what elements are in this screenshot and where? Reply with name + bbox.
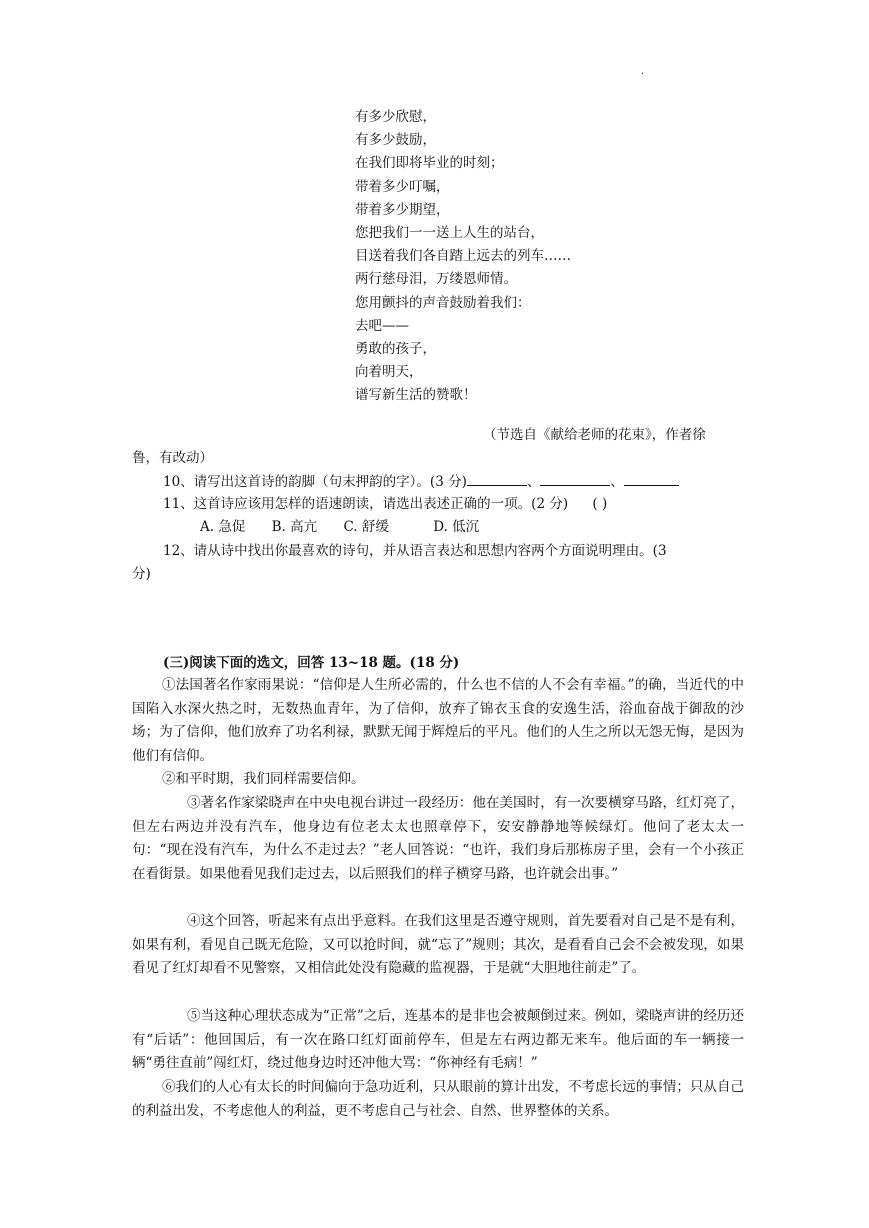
blank-separator: 、 [610,474,624,490]
poem-line: 带着多少期望， [355,201,450,218]
passage-paragraph: ①法国著名作家雨果说：“信仰是人生所必需的，什么也不信的人不会有幸福。”的确，当近代的中国陷入水深火热之时，无数热血青年，为了信仰，放弃了锦衣玉食的安逸生活，浴血奋战于御敌的沙场；为了信仰，他们放弃了功名利禄，默默无闻于辉煌后的平凡。他们的人生之所以无怨无悔，是因为他们有信仰。 [132,677,744,764]
passage-paragraph: ④这个回答，听起来有点出乎意料。在我们这里是否遵守规则，首先要看对自己是不是有利，如果有利，看见自己既无危险，又可以抢时间，就“忘了”规则；其次，是看看自己会不会被发现，如果看见了红灯却看不见警察，又相信此处没有隐藏的监视器，于是就“大胆地往前走”了。 [132,913,744,977]
option-a[interactable]: A. 急促 [200,519,246,535]
poem-line: 有多少欣慰， [355,109,436,125]
question-10 [163,471,679,492]
poem-line: 目送着我们各自踏上远去的列车…… [355,248,571,265]
poem-line: 您用颤抖的声音鼓励着我们： [355,294,531,311]
poem-line: 有多少鼓励， [355,132,436,149]
option-c[interactable]: C. 舒缓 [343,519,389,535]
answer-blank[interactable] [467,471,527,486]
poem-line: 带着多少叮嘱， [355,178,450,195]
section-heading: (三)阅读下面的选文，回答 13~18 题。(18 分) [163,655,460,671]
passage-paragraph: ⑥我们的人心有太长的时间偏向于急功近利，只从眼前的算计出发，不考虑长远的事情；只从自己的利益出发，不考虑他人的利益，更不考虑自己与社会、自然、世界整体的关系。 [132,1079,744,1119]
question-11 [163,494,607,514]
blank-separator: 、 [526,474,541,490]
page-marker: . [641,66,645,77]
poem-line: 在我们即将毕业的时刻； [355,155,504,172]
source-attribution: （节选自《献给老师的花束》，作者徐 [483,427,706,443]
question-11-options [200,517,479,537]
poem-line: 您把我们一一送上人生的站台， [355,224,544,241]
source-attribution-cont: 鲁，有改动） [132,450,213,466]
question-11-text: 11、这首诗应该用怎样的语速朗读，请选出表述正确的一项。(2 分) [163,496,569,512]
answer-paren[interactable]: ( ) [592,496,608,512]
poem-line: 谱写新生活的赞歌！ [355,387,477,404]
question-12: 12、请从诗中找出你最喜欢的诗句，并从语言表达和思想内容两个方面说明理由。(3 [163,543,667,559]
passage-paragraph: ③著名作家梁晓声在中央电视台讲过一段经历：他在美国时，有一次要横穿马路，红灯亮了，但左右两边并没有汽车，他身边有位老太太也照章停下，安安静静地等候绿灯。他问了老太太一句：“现在没有汽车，为什么不走过去？”老人回答说：“也许，我们身后那栋房子里，会有一个小孩正在看街景。如果他看见我们走过去，以后照我们的样子横穿马路，也许就会出事。” [132,795,744,882]
poem-line: 勇敢的孩子， [355,340,436,357]
poem-line: 去吧—— [355,317,409,334]
option-d[interactable]: D. 低沉 [433,519,480,535]
poem [355,106,571,407]
passage-paragraph: ⑤当这种心理状态成为“正常”之后，连基本的是非也会被颠倒过来。例如，梁晓声讲的经历还有“后话”：他回国后，有一次在路口红灯面前停车，但是左右两边都无来车。他后面的车一辆接一辆“勇往直前”闯红灯，绕过他身边时还冲他大骂：“你神经有毛病！” [132,1008,744,1072]
answer-blank[interactable] [624,471,679,486]
option-b[interactable]: B. 高亢 [271,519,318,535]
poem-line: 向着明天， [355,364,423,381]
passage-paragraph: ②和平时期，我们同样需要信仰。 [162,771,365,787]
answer-blank[interactable] [540,471,610,486]
question-12-cont: 分) [132,566,151,582]
question-10-text: 10、请写出这首诗的韵脚（句末押韵的字）。(3 分) [163,474,467,490]
poem-line: 两行慈母泪，万缕恩师情。 [355,271,517,288]
